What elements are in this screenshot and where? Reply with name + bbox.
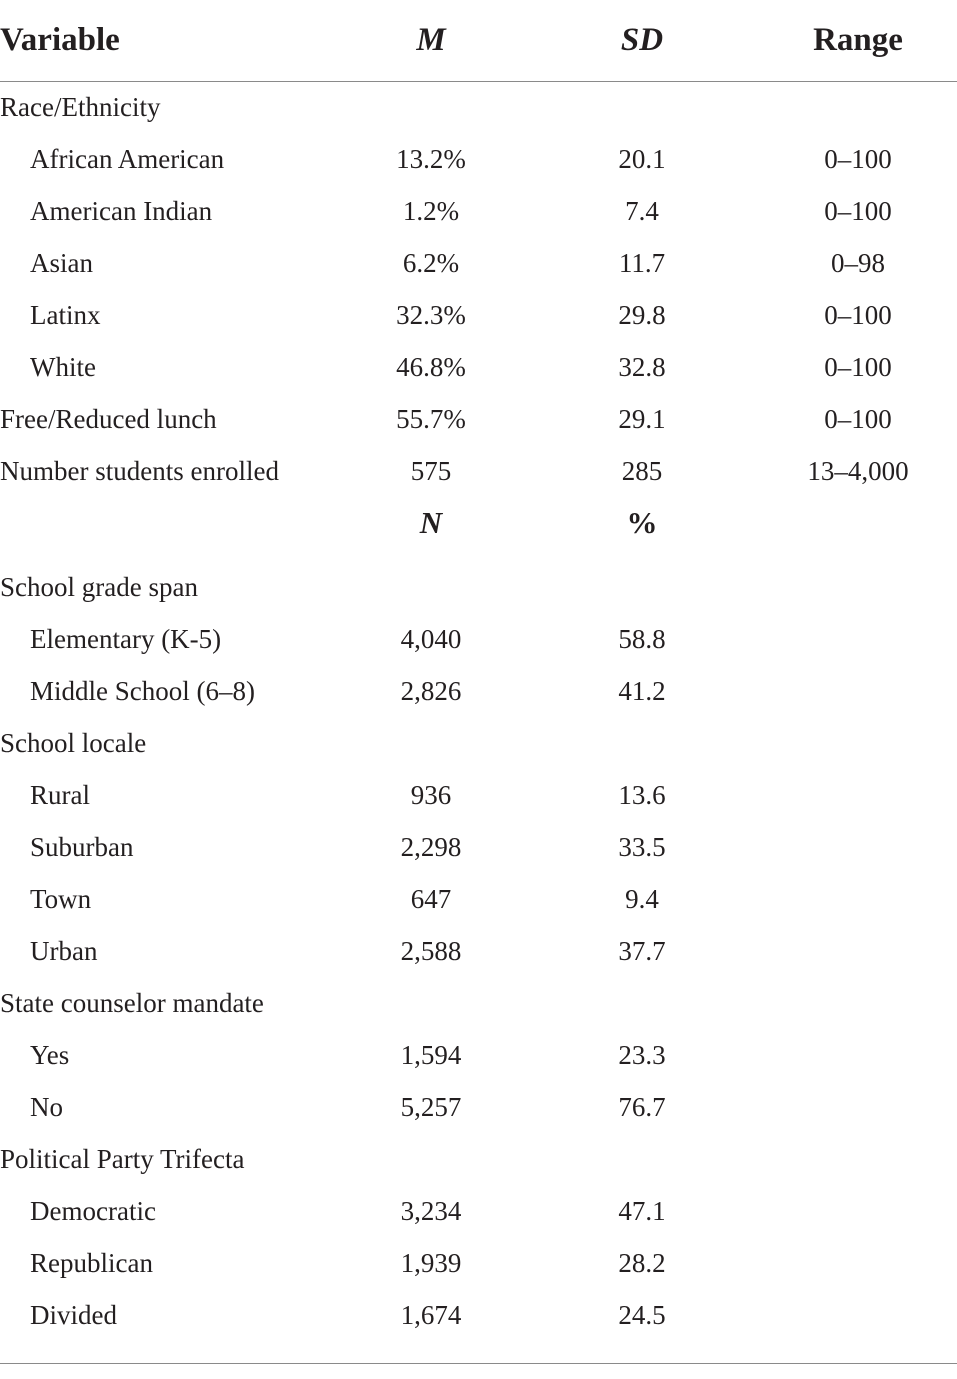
table-row — [0, 185, 957, 237]
table-row — [0, 341, 957, 393]
row-range: 0–98 — [831, 248, 885, 278]
row-sd: 29.8 — [618, 300, 666, 330]
subheader-row — [0, 497, 957, 549]
row-range: 13–4,000 — [807, 456, 909, 486]
row-n: 936 — [410, 780, 452, 810]
table-row — [0, 237, 957, 289]
row-label: No — [30, 1092, 63, 1122]
row-n: 1,594 — [400, 1040, 462, 1070]
row-sd: 29.1 — [618, 404, 666, 434]
row-sd: 11.7 — [618, 248, 666, 278]
row-label: State counselor mandate — [0, 988, 264, 1018]
row-percent: 23.3 — [618, 1040, 666, 1070]
row-label: African American — [30, 144, 225, 174]
row-n: 2,826 — [400, 676, 462, 706]
row-percent: 47.1 — [618, 1196, 666, 1226]
row-range: 0–100 — [824, 300, 892, 330]
row-label: Latinx — [30, 300, 101, 330]
table-header — [0, 0, 957, 82]
row-n: 647 — [410, 884, 452, 914]
row-mean: 13.2% — [396, 144, 466, 174]
row-label: School locale — [0, 728, 147, 758]
table-group-row — [0, 445, 957, 497]
row-mean: 1.2% — [402, 196, 460, 226]
row-percent: 24.5 — [618, 1300, 666, 1330]
table-row — [0, 1081, 957, 1133]
row-label: School grade span — [0, 572, 198, 602]
table-row — [0, 133, 957, 185]
table-group-row — [0, 1133, 957, 1185]
table-row — [0, 821, 957, 873]
table-group-row — [0, 561, 957, 613]
table-row — [0, 1237, 957, 1289]
row-range: 0–100 — [824, 144, 892, 174]
table-row — [0, 289, 957, 341]
table-row — [0, 665, 957, 717]
row-n: 4,040 — [400, 624, 462, 654]
subheader-percent: % — [626, 505, 658, 540]
row-mean: 46.8% — [396, 352, 466, 382]
row-n: 5,257 — [400, 1092, 462, 1122]
row-label: Republican — [30, 1248, 153, 1278]
row-percent: 58.8 — [618, 624, 666, 654]
row-range: 0–100 — [824, 352, 892, 382]
row-label: Race/Ethnicity — [0, 92, 161, 122]
row-percent: 13.6 — [618, 780, 666, 810]
table-row — [0, 769, 957, 821]
table-group-row — [0, 717, 957, 769]
row-percent: 28.2 — [618, 1248, 666, 1278]
header-range: Range — [813, 22, 903, 58]
row-n: 1,939 — [400, 1248, 462, 1278]
table-group-row — [0, 393, 957, 445]
row-label: Political Party Trifecta — [0, 1144, 245, 1174]
table-row — [0, 873, 957, 925]
table-group-row — [0, 81, 957, 133]
row-percent: 41.2 — [618, 676, 666, 706]
row-label: Urban — [30, 936, 98, 966]
table-row — [0, 1185, 957, 1237]
row-label: Free/Reduced lunch — [0, 404, 217, 434]
row-label: Suburban — [30, 832, 134, 862]
row-percent: 76.7 — [618, 1092, 666, 1122]
table-group-row — [0, 977, 957, 1029]
row-range: 0–100 — [824, 196, 892, 226]
header-variable: Variable — [0, 22, 120, 58]
row-sd: 7.4 — [625, 196, 659, 226]
row-n: 2,588 — [400, 936, 462, 966]
row-label: White — [30, 352, 96, 382]
row-sd: 32.8 — [618, 352, 666, 382]
row-label: Number students enrolled — [0, 456, 279, 486]
row-mean: 6.2% — [402, 248, 460, 278]
row-n: 2,298 — [400, 832, 462, 862]
table-row — [0, 1029, 957, 1081]
row-label: Asian — [30, 248, 93, 278]
row-label: American Indian — [30, 196, 213, 226]
header-mean: M — [416, 22, 446, 58]
row-mean: 575 — [410, 456, 452, 486]
row-mean: 32.3% — [396, 300, 466, 330]
table-row — [0, 925, 957, 977]
row-label: Democratic — [30, 1196, 156, 1226]
subheader-n: N — [419, 505, 443, 540]
row-label: Middle School (6–8) — [30, 676, 255, 706]
row-n: 3,234 — [400, 1196, 462, 1226]
row-range: 0–100 — [824, 404, 892, 434]
row-label: Elementary (K-5) — [30, 624, 222, 654]
row-percent: 9.4 — [625, 884, 659, 914]
row-label: Yes — [30, 1040, 70, 1070]
table-row — [0, 613, 957, 665]
row-sd: 20.1 — [618, 144, 666, 174]
table-bottom-rule — [0, 1363, 957, 1364]
row-label: Rural — [30, 780, 90, 810]
row-mean: 55.7% — [396, 404, 466, 434]
header-sd: SD — [620, 22, 664, 58]
row-n: 1,674 — [400, 1300, 462, 1330]
row-percent: 33.5 — [618, 832, 666, 862]
row-label: Town — [30, 884, 92, 914]
table-row — [0, 1289, 957, 1341]
row-percent: 37.7 — [618, 936, 666, 966]
row-sd: 285 — [621, 456, 663, 486]
row-label: Divided — [30, 1300, 117, 1330]
